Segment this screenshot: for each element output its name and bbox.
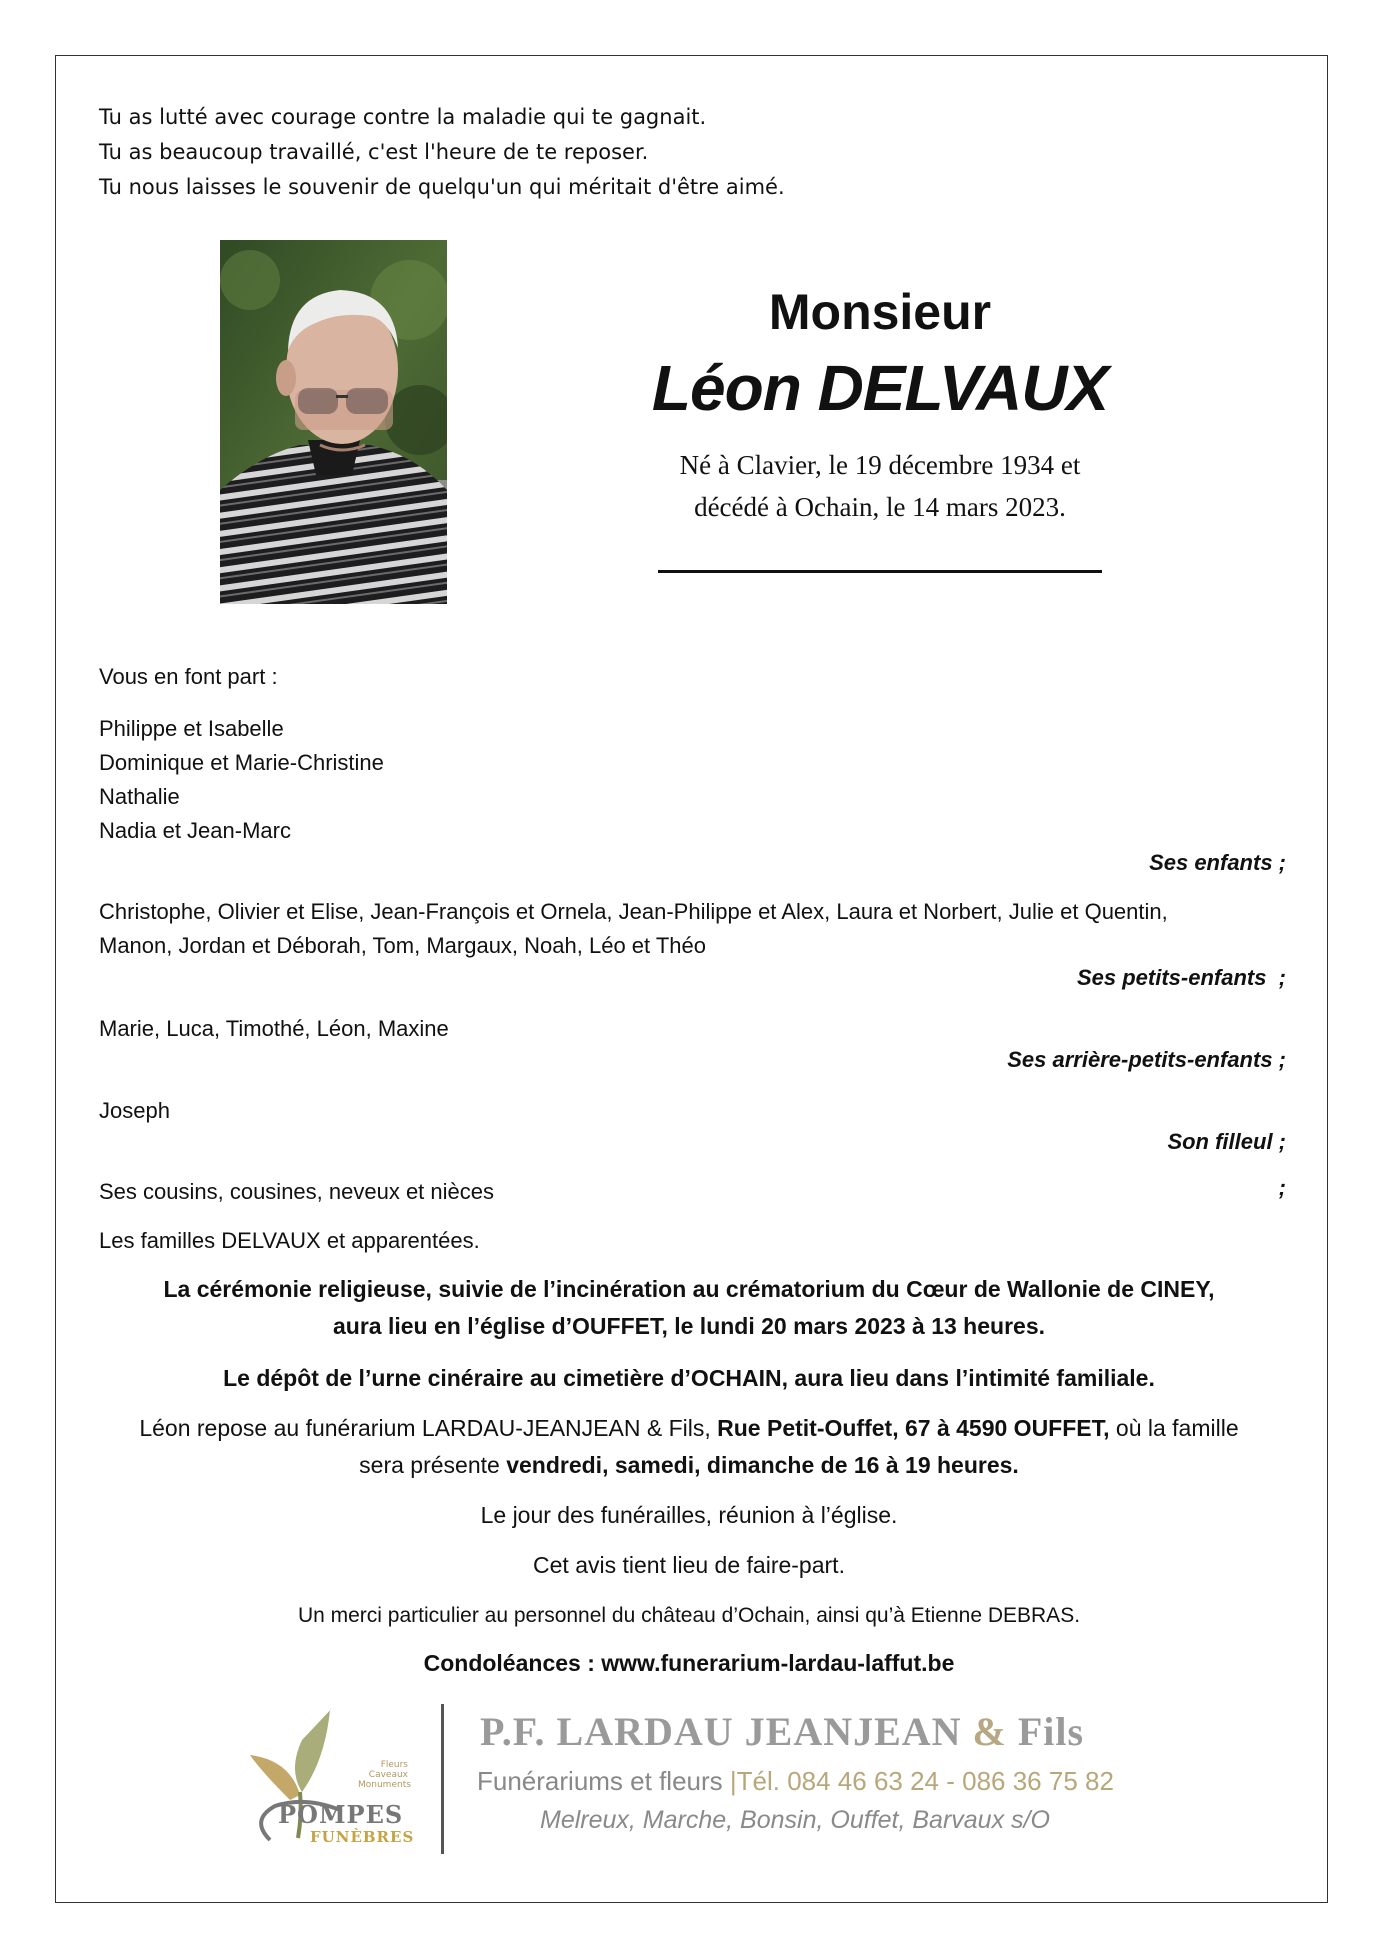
company-phone: |Tél. 084 46 63 24 - 086 36 75 82 (729, 1766, 1114, 1796)
repose-part-2: où la famille (1109, 1415, 1239, 1441)
ceremony-line-2: aura lieu en l’église d’OUFFET, le lundi 20 mars 2023 à 13 heures. (332, 1313, 1045, 1339)
funerarium-address: Rue Petit-Ouffet, 67 à 4590 OUFFET, (717, 1415, 1110, 1441)
portrait-photo (220, 240, 447, 604)
deceased-name: Léon DELVAUX (651, 352, 1109, 424)
urn-text: Le dépôt de l’urne cinéraire au cimetière d’OCHAIN, aura lieu dans l’intimité familiale. (223, 1365, 1155, 1391)
title-block (600, 282, 1160, 573)
great-grandchildren-list: Marie, Luca, Timothé, Léon, Maxine (99, 1016, 449, 1041)
funeral-home-logo (230, 1700, 1230, 1860)
list-item: Christophe, Olivier et Elise, Jean-François et Ornela, Jean-Philippe et Alex, Laura et Norbert, Julie et Quentin, (99, 899, 1168, 924)
logo-small-text: Fleurs Caveaux Monuments (358, 1760, 411, 1790)
poem-line-2: Tu as beaucoup travaillé, c'est l'heure de te reposer. (99, 140, 649, 164)
thanks-text: Un merci particulier au personnel du château d’Ochain, ainsi qu’à Etienne DEBRAS. (297, 1604, 1081, 1627)
company-locations: Melreux, Marche, Bonsin, Ouffet, Barvaux s/O (540, 1806, 1050, 1834)
great-grandchildren-label: Ses arrière-petits-enfants ; (1007, 1047, 1286, 1072)
grandchildren-label: Ses petits-enfants ; (1076, 965, 1286, 990)
logo-divider (441, 1704, 444, 1854)
dates (600, 444, 1160, 528)
birth-line: Né à Clavier, le 19 décembre 1934 et (679, 450, 1081, 480)
ceremony-line-1: La cérémonie religieuse, suivie de l’incinération au crématorium du Cœur de Wallonie de CINEY, (163, 1276, 1215, 1302)
list-item: Nathalie (99, 784, 180, 809)
list-item: Philippe et Isabelle (99, 716, 284, 741)
funeral-day-text: Le jour des funérailles, réunion à l’église. (480, 1502, 898, 1528)
honorific: Monsieur (768, 284, 992, 340)
company-name: P.F. LARDAU JEANJEAN & Fils (480, 1709, 1085, 1754)
announce-text: Vous en font part : (99, 664, 278, 689)
company-tagline: Funérariums et fleurs |Tél. 084 46 63 24 - 086 36 75 82 (477, 1766, 1114, 1796)
families-text: Les familles DELVAUX et apparentées. (99, 1228, 480, 1253)
poem-line-3: Tu nous laisses le souvenir de quelqu'un qui méritait d'être aimé. (99, 175, 785, 199)
visiting-hours: vendredi, samedi, dimanche de 16 à 19 heures. (506, 1452, 1019, 1478)
poem-line-1: Tu as lutté avec courage contre la maladie qui te gagnait. (99, 105, 707, 129)
poem (99, 100, 785, 205)
death-line: décédé à Ochain, le 14 mars 2023. (694, 492, 1066, 522)
children-label: Ses enfants ; (1149, 850, 1286, 875)
ceremony-text (60, 1271, 1318, 1345)
condolences-link[interactable]: Condoléances : www.funerarium-lardau-laffut.be (423, 1650, 955, 1676)
list-item: Nadia et Jean-Marc (99, 818, 291, 843)
list-item: Dominique et Marie-Christine (99, 750, 384, 775)
godson-name: Joseph (99, 1098, 170, 1123)
cousins-label: ; (1278, 1175, 1286, 1200)
list-item: Manon, Jordan et Déborah, Tom, Margaux, Noah, Léo et Théo (99, 933, 706, 958)
cousins-text: Ses cousins, cousines, neveux et nièces (99, 1179, 495, 1204)
children-list (99, 712, 1286, 848)
repose-line-2 (60, 1447, 1318, 1484)
repose-line-1 (60, 1410, 1318, 1447)
repose-part-1: Léon repose au funérarium LARDAU-JEANJEAN & Fils, (139, 1415, 718, 1441)
title-underline (658, 570, 1102, 573)
logo-pompes: POMPES (278, 1800, 404, 1829)
repose-part-3: sera présente (359, 1452, 507, 1478)
logo-funebres: FUNÈBRES (310, 1828, 415, 1846)
grandchildren-list (99, 895, 1286, 963)
godson-label: Son filleul ; (1167, 1129, 1286, 1154)
notice-text: Cet avis tient lieu de faire-part. (533, 1552, 845, 1578)
repose-text (60, 1410, 1318, 1484)
